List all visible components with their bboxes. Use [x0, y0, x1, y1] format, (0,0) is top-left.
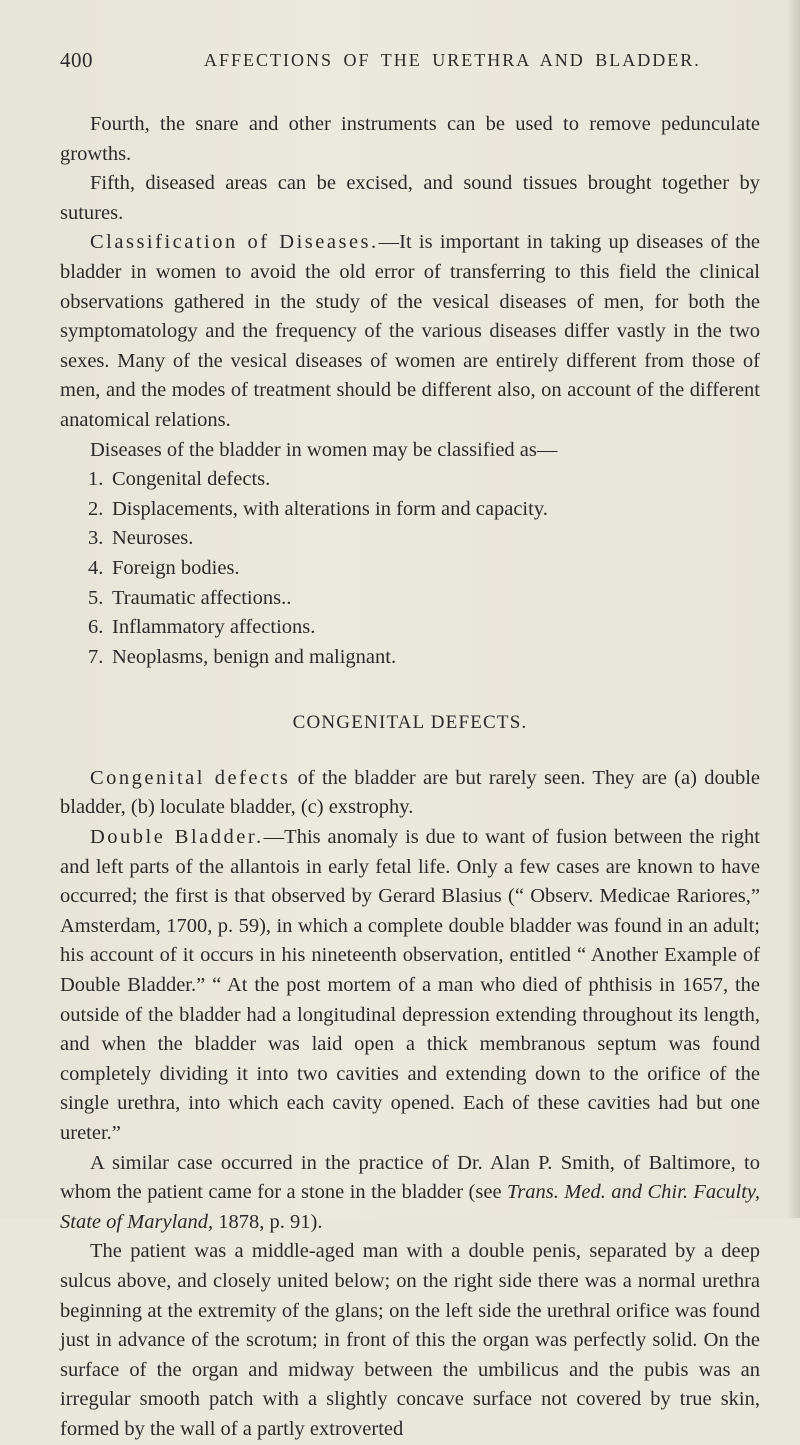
page-edge-shadow [786, 0, 800, 1218]
page-number: 400 [60, 48, 93, 72]
body-text [60, 110, 760, 1445]
list-item-text: Traumatic affections.. [112, 586, 292, 609]
paragraph-fourth: Fourth, the snare and other instruments can be used to remove pedunculate growths. [60, 113, 760, 165]
list-item-text: Inflammatory affections. [112, 616, 316, 639]
smith-case-after: 1878, p. 91). [213, 1210, 323, 1233]
list-item-number: 5. [88, 586, 104, 609]
list-item-text: Foreign bodies. [112, 556, 240, 579]
list-item-number: 7. [88, 645, 104, 668]
double-bladder-body: —This anomaly is due to want of fusion between the right and left parts of the allantois in early fetal life. Only a few cases are known to have occurred; the first is that observed by Gerard Blasius (“ Observ. Medicae Rariores,” Amsterdam, 1700, p. 59), in which a complete double bladder was found in an adult; his account of it occurs in his nineteenth observation, entitled “ Another Example of Double Bladder.” “ At the post mortem of a man who died of phthisis in 1657, the outside of the bladder had a longitudinal depression extending throughout its length, and when the bladder was laid open a thick membranous septum was found completely dividing it into two cavities and extending down to the orifice of the single urethra, into which each cavity opened. Each of these cavities had but one ureter.” [60, 826, 760, 1144]
classification-body: —It is important in taking up diseases of the bladder in women to avoid the old error of transferring to this field the clinical observations gathered in the study of the vesical diseases of men, for both the symptomatology and the frequency of the various diseases differ vastly in the two sexes. Many of the vesical diseases of women are entirely different from those of men, and the modes of treatment should be different also, on account of the different anatomical relations. [60, 231, 760, 431]
list-item-number: 4. [88, 556, 104, 579]
section-heading: CONGENITAL DEFECTS. [292, 712, 528, 734]
running-head [60, 48, 760, 78]
paragraph-double-bladder [60, 823, 760, 1149]
paragraph-smith-case [60, 1149, 760, 1238]
congenital-body: of the bladder are but rarely seen. They are (a) double bladder, (b) loculate bladder, (c) exstrophy. [60, 766, 760, 819]
list-item-text: Congenital defects. [112, 468, 271, 491]
congenital-lead: Congenital defects [90, 766, 291, 789]
smith-case-citation: Trans. Med. and Chir. Faculty, State of Maryland, [60, 1181, 760, 1233]
list-item-number: 1. [88, 468, 104, 491]
list-item [88, 643, 760, 673]
list-item-number: 2. [88, 497, 104, 520]
list-item-number: 6. [88, 616, 104, 639]
list-item [88, 465, 760, 495]
paragraph-patient: The patient was a middle-aged man with a double penis, separated by a deep sulcus above, and closely united below; on the right side there was a normal urethra beginning at the extremity of the glans; on the left side the urethral orifice was found just in advance of the scrotum; in front of this the organ was perfectly solid. On the surface of the organ and midway between the umbilicus and the pubis was an irregular smooth patch with a slightly concave surface not covered by true skin, formed by the wall of a partly extroverted [60, 1240, 760, 1440]
disease-classification-list [60, 465, 760, 672]
list-item [88, 524, 760, 554]
running-title: AFFECTIONS OF THE URETHRA AND BLADDER. [204, 50, 701, 70]
list-item [88, 554, 760, 584]
paragraph-congenital [60, 764, 760, 823]
list-item-text: Displacements, with alterations in form and capacity. [112, 497, 548, 520]
paragraph-fifth: Fifth, diseased areas can be excised, and sound tissues brought together by sutures. [60, 172, 760, 224]
list-item [88, 613, 760, 643]
classification-heading: Classification of Diseases. [90, 231, 379, 254]
list-item-number: 3. [88, 527, 104, 550]
list-item-text: Neoplasms, benign and malignant. [112, 645, 397, 668]
list-intro: Diseases of the bladder in women may be classified as— [90, 438, 558, 461]
list-item [88, 584, 760, 614]
list-item [88, 495, 760, 525]
double-bladder-lead: Double Bladder. [90, 826, 264, 849]
paragraph-classification [60, 228, 760, 435]
smith-case-before: A similar case occurred in the practice of Dr. Alan P. Smith, of Baltimore, to whom the patient came for a stone in the bladder (see [60, 1151, 760, 1204]
list-item-text: Neuroses. [112, 527, 194, 550]
